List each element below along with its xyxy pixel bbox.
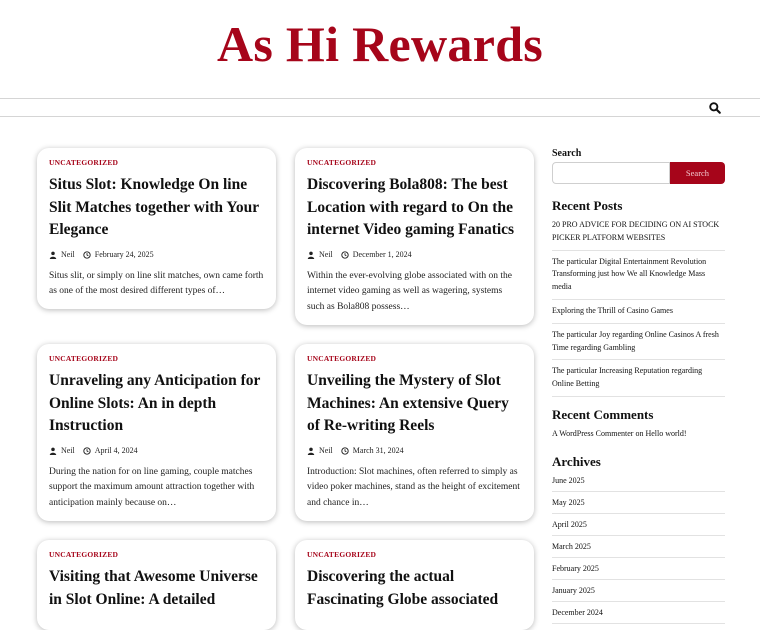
comment-post-link[interactable]: Hello world! (645, 428, 687, 438)
archives-title: Archives (552, 453, 601, 469)
recent-comment (552, 428, 725, 440)
post-card (37, 540, 276, 630)
post-date[interactable]: April 4, 2024 (94, 446, 138, 455)
post-card (295, 540, 534, 630)
post-author[interactable]: Neil (61, 250, 75, 259)
post-excerpt: Situs slit, or simply on line slit matches, own came forth as one of the most desired different types of… (49, 270, 264, 297)
recent-posts-list (552, 219, 725, 397)
post-date[interactable]: February 24, 2025 (94, 250, 154, 259)
recent-posts-title: Recent Posts (552, 198, 623, 213)
post-author[interactable]: Neil (319, 446, 333, 455)
recent-post-link[interactable]: 20 PRO ADVICE FOR DECIDING ON AI STOCK PICKER PLATFORM WEBSITES (552, 219, 725, 251)
post-title[interactable]: Situs Slot: Knowledge On line Slit Matches together with Your Elegance (49, 176, 259, 238)
post-author[interactable]: Neil (61, 446, 75, 455)
clock-icon (83, 447, 91, 455)
archive-link[interactable]: May 2025 (552, 492, 725, 514)
category-link[interactable]: UNCATEGORIZED (49, 550, 119, 559)
post-title[interactable]: Unveiling the Mystery of Slot Machines: An extensive Query of Re-writing Reels (307, 372, 509, 434)
clock-icon (341, 447, 349, 455)
post-title[interactable]: Unraveling any Anticipation for Online Slots: An in depth Instruction (49, 372, 261, 434)
post-excerpt: Within the ever-evolving globe associated with on the internet video gaming as well as wagering, systems such as Bola808 possess… (307, 270, 512, 313)
clock-icon (341, 251, 349, 259)
comment-on-text: on (635, 428, 644, 438)
post-excerpt: During the nation for on line gaming, couple matches support the maximum amount attraction together with anticipation mainly because on… (49, 466, 255, 509)
post-card (295, 344, 534, 521)
archive-link[interactable]: February 2025 (552, 558, 725, 580)
post-title[interactable]: Visiting that Awesome Universe in Slot Online: A detailed (49, 568, 258, 608)
search-button[interactable]: Search (670, 162, 725, 184)
search-label: Search (552, 148, 582, 159)
search-input[interactable] (552, 162, 670, 184)
post-author[interactable]: Neil (319, 250, 333, 259)
archive-link[interactable]: December 2024 (552, 602, 725, 624)
search-form (552, 162, 725, 184)
recent-post-link[interactable]: The particular Digital Entertainment Revolution Transforming just how We all Knowledge Mass media (552, 251, 725, 300)
post-meta (49, 446, 264, 456)
post-excerpt: Introduction: Slot machines, often referred to simply as video poker machines, stand as the height of excitement and chance in… (307, 466, 520, 509)
post-meta (49, 250, 264, 260)
comment-author-link[interactable]: A WordPress Commenter (552, 428, 634, 438)
category-link[interactable]: UNCATEGORIZED (307, 550, 377, 559)
archive-link[interactable]: March 2025 (552, 536, 725, 558)
author-icon (307, 447, 315, 455)
post-card (295, 148, 534, 325)
clock-icon (83, 251, 91, 259)
post-meta (307, 446, 522, 456)
post-date[interactable]: March 31, 2024 (352, 446, 404, 455)
sidebar (552, 148, 725, 624)
post-date[interactable]: December 1, 2024 (352, 250, 412, 259)
search-icon[interactable] (708, 101, 722, 115)
post-meta (307, 250, 522, 260)
category-link[interactable]: UNCATEGORIZED (49, 354, 119, 363)
recent-post-link[interactable]: The particular Increasing Reputation regarding Online Betting (552, 360, 725, 397)
recent-post-link[interactable]: Exploring the Thrill of Casino Games (552, 300, 725, 324)
author-icon (49, 251, 57, 259)
author-icon (49, 447, 57, 455)
category-link[interactable]: UNCATEGORIZED (307, 354, 377, 363)
site-title[interactable]: As Hi Rewards (216, 16, 544, 72)
post-title[interactable]: Discovering Bola808: The best Location with regard to On the internet Video gaming Fanatics (307, 176, 515, 238)
recent-post-link[interactable]: The particular Joy regarding Online Casinos A fresh Time regarding Gambling (552, 324, 725, 361)
post-card (37, 344, 276, 521)
post-card (37, 148, 276, 309)
recent-comments-title: Recent Comments (552, 406, 654, 422)
archive-link[interactable]: June 2025 (552, 475, 725, 492)
post-title[interactable]: Discovering the actual Fascinating Globe associated (307, 568, 499, 608)
main-navbar (0, 98, 760, 117)
category-link[interactable]: UNCATEGORIZED (307, 158, 377, 167)
category-link[interactable]: UNCATEGORIZED (49, 158, 119, 167)
archive-link[interactable]: April 2025 (552, 514, 725, 536)
author-icon (307, 251, 315, 259)
archive-link[interactable]: January 2025 (552, 580, 725, 602)
archives-list (552, 475, 725, 624)
